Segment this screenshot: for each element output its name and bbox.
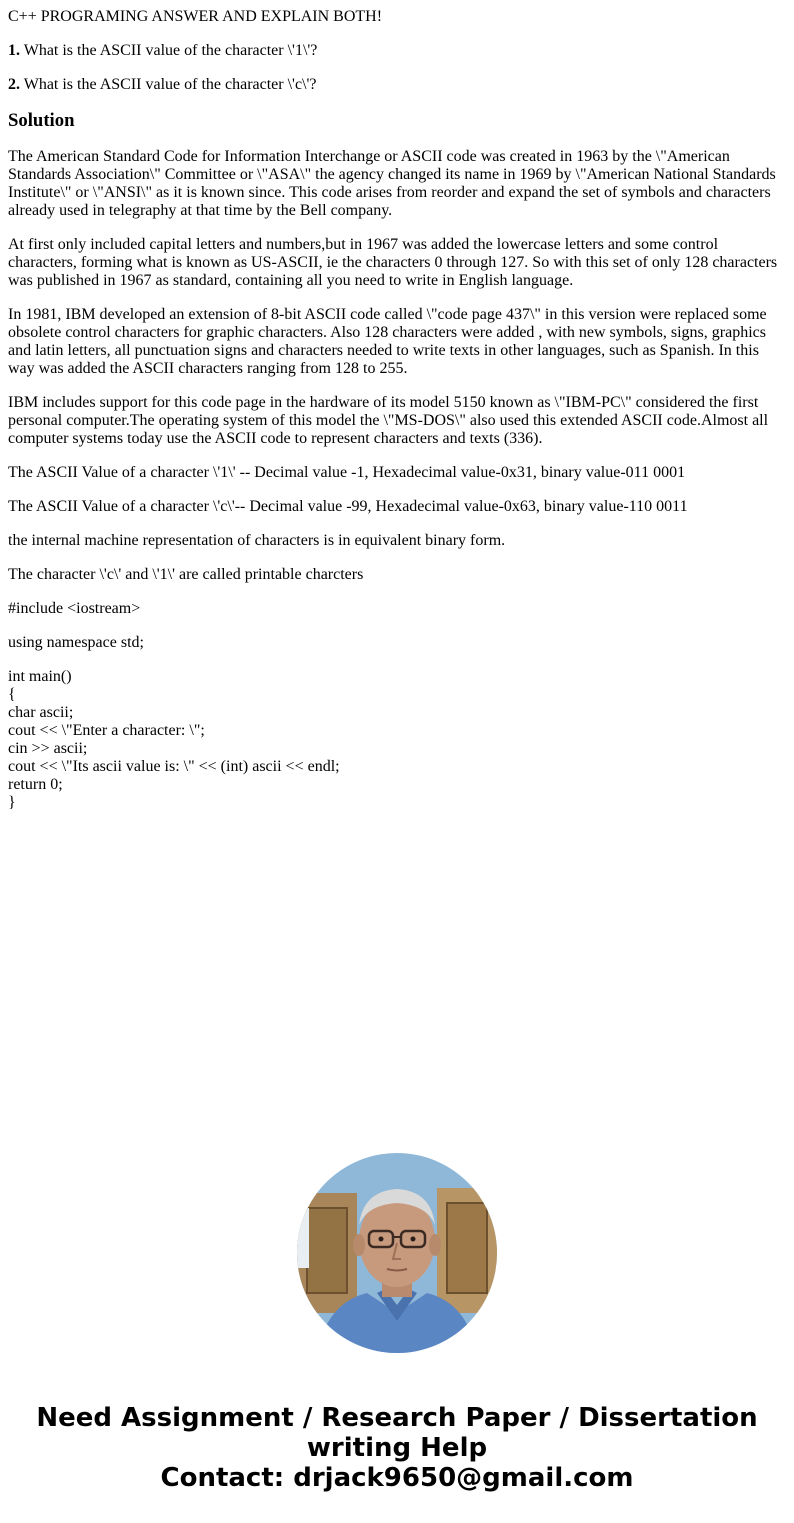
code-line: cout << \"Its ascii value is: \" << (int) ascii << endl;	[8, 758, 340, 775]
solution-paragraph: At first only included capital letters and numbers,but in 1967 was added the lowercase letters and some control characters, forming what is known as US-ASCII, ie the characters 0 through 127. So with this set of only 128 characters was published in 1967 as standard, containing all you need to write in English language.	[8, 236, 778, 289]
author-photo	[297, 1153, 497, 1353]
promo-contact: Contact: drjack9650@gmail.com	[160, 1463, 634, 1493]
code-namespace: using namespace std;	[8, 634, 144, 651]
solution-paragraph: In 1981, IBM developed an extension of 8-bit ASCII code called \"code page 437\" in this version were replaced some obsolete control characters for graphic characters. Also 128 characters were added , with new symbols, signs, graphics and latin letters, all punctuation signs and characters needed to write texts in other languages, such as Spanish. In this way was added the ASCII characters ranging from 128 to 255.	[8, 306, 767, 377]
solution-paragraph: The American Standard Code for Information Interchange or ASCII code was created in 1963 by the \"American Standards Association\" Committee or \"ASA\" the agency changed its name in 1969 by \"American National Standards Institute\" or \"ANSI\" as it is known since. This code arises from reorder and expand the set of symbols and characters already used in telegraphy at that time by the Bell company.	[8, 148, 776, 219]
promo-line: Need Assignment / Research Paper / Dissertation	[36, 1403, 758, 1433]
solution-paragraph: The character \'c\' and \'1\' are called printable charcters	[8, 566, 364, 583]
code-line: cin >> ascii;	[8, 740, 88, 757]
code-include: #include <iostream>	[8, 600, 141, 617]
promo-line: writing Help	[306, 1433, 488, 1463]
ascii-value-1: The ASCII Value of a character \'1\' -- Decimal value -1, Hexadecimal value-0x31, binary value-011 0001	[8, 464, 686, 481]
code-line: int main()	[8, 668, 72, 685]
question-text: What is the ASCII value of the character \'c\'?	[20, 76, 317, 93]
code-line: }	[8, 794, 16, 811]
code-line: {	[8, 686, 16, 703]
promo-banner	[0, 1403, 794, 1493]
code-line: cout << \"Enter a character: \";	[8, 722, 205, 739]
question-title: C++ PROGRAMING ANSWER AND EXPLAIN BOTH!	[8, 8, 383, 25]
question-text: What is the ASCII value of the character \'1\'?	[20, 42, 318, 59]
solution-paragraph: the internal machine representation of characters is in equivalent binary form.	[8, 532, 506, 549]
question-item-2	[8, 76, 786, 94]
question-item-1	[8, 42, 786, 60]
solution-heading: Solution	[8, 110, 75, 131]
document-content	[8, 8, 786, 828]
ascii-value-c: The ASCII Value of a character \'c\'-- Decimal value -99, Hexadecimal value-0x63, binary value-110 0011	[8, 498, 688, 515]
question-number: 1.	[8, 42, 20, 59]
code-block	[8, 668, 786, 812]
solution-paragraph: IBM includes support for this code page in the hardware of its model 5150 known as \"IBM-PC\" considered the first personal computer.The operating system of this model the \"MS-DOS\" also used this extended ASCII code.Almost all computer systems today use the ASCII code to represent characters and texts (336).	[8, 394, 769, 447]
question-number: 2.	[8, 76, 20, 93]
code-line: char ascii;	[8, 704, 74, 721]
code-line: return 0;	[8, 776, 63, 793]
author-avatar	[297, 1153, 497, 1353]
